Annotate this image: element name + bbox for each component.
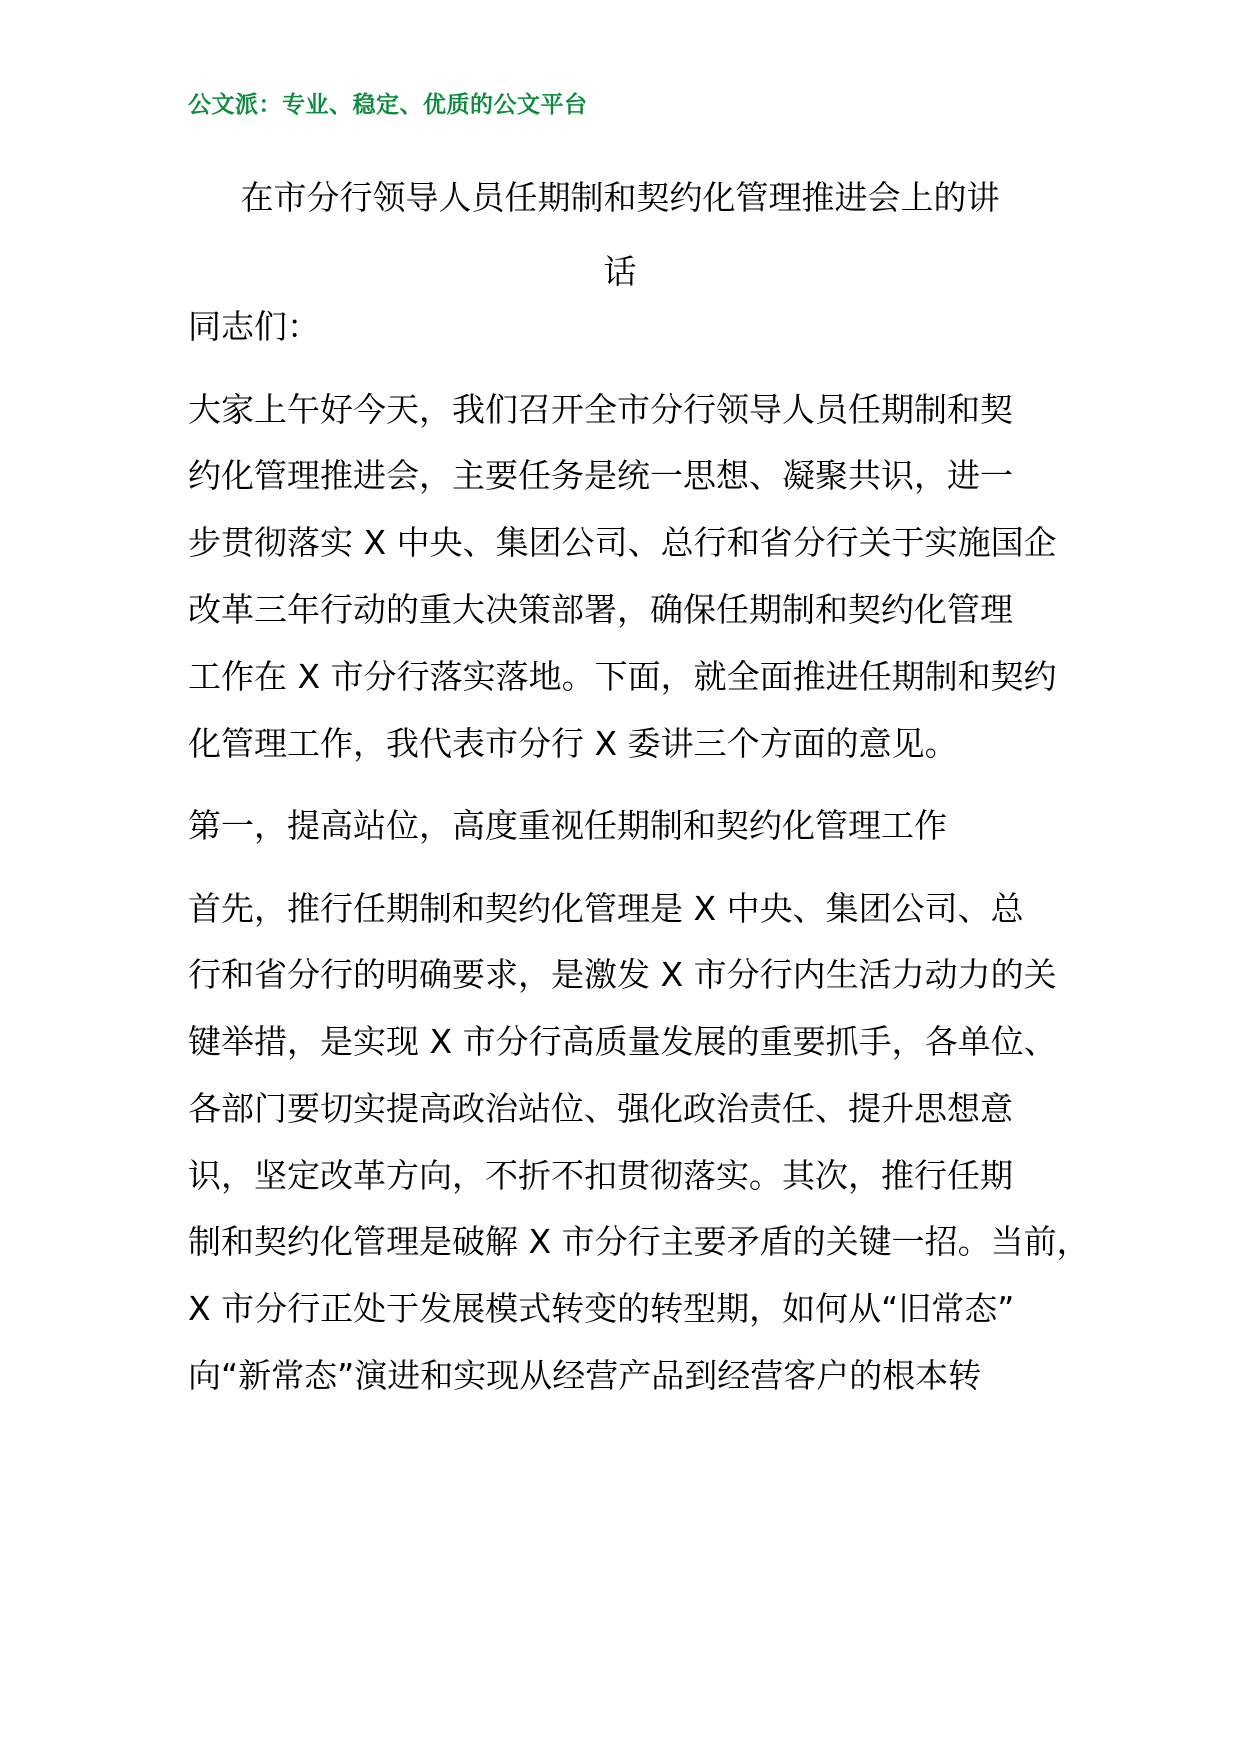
document-title-line-2: 话 [603,252,637,291]
paragraph-line: 向“新常态”演进和实现从经营产品到经营客户的根本转 [188,1356,982,1395]
paragraph-line: 工作在 X 市分行落实落地。下面，就全面推进任期制和契约 [188,657,1057,696]
paragraph-line: 键举措，是实现 X 市分行高质量发展的重要抓手，各单位、 [188,1022,1057,1061]
paragraph-line: 约化管理推进会，主要任务是统一思想、凝聚共识，进一 [188,456,1013,495]
paragraph-line: 改革三年行动的重大决策部署，确保任期制和契约化管理 [188,590,1013,629]
paragraph-line: 行和省分行的明确要求，是激发 X 市分行内生活力动力的关 [188,955,1057,994]
paragraph-line: 识，坚定改革方向，不折不扣贯彻落实。其次，推行任期 [188,1156,1013,1195]
header-slogan: 公文派：专业、稳定、优质的公文平台 [188,92,588,118]
paragraph-line: X 市分行正处于发展模式转变的转型期，如何从“旧常态” [188,1289,1015,1328]
salutation: 同志们： [188,307,320,346]
paragraph-line: 首先，推行任期制和契约化管理是 X 中央、集团公司、总 [188,889,1024,928]
paragraph-line: 步贯彻落实 X 中央、集团公司、总行和省分行关于实施国企 [188,523,1057,562]
section-heading: 第一，提高站位，高度重视任期制和契约化管理工作 [188,806,947,845]
paragraph-line: 大家上午好今天，我们召开全市分行领导人员任期制和契 [188,390,1013,429]
paragraph-line: 制和契约化管理是破解 X 市分行主要矛盾的关键一招。当前， [188,1222,1090,1261]
paragraph-line: 各部门要切实提高政治站位、强化政治责任、提升思想意 [188,1089,1013,1128]
paragraph-line: 化管理工作，我代表市分行 X 委讲三个方面的意见。 [188,724,958,763]
document-title-line-1: 在市分行领导人员任期制和契约化管理推进会上的讲 [240,178,1000,217]
